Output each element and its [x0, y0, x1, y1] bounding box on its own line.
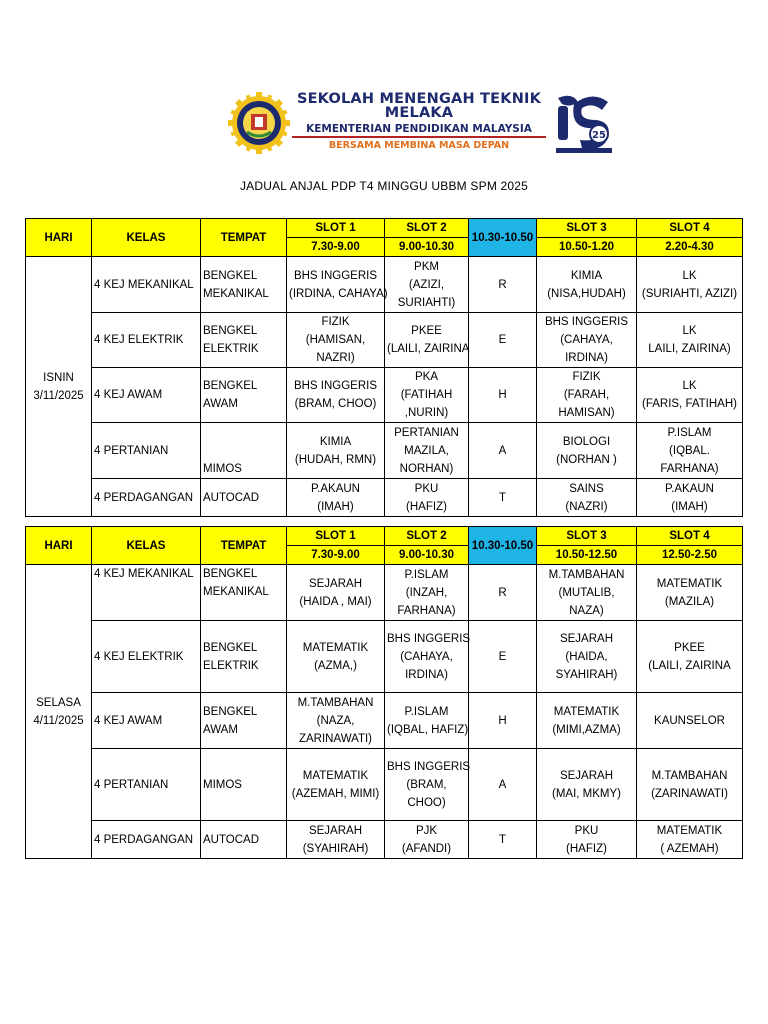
kelas-cell: 4 PERTANIAN: [92, 423, 201, 479]
break-letter: H: [469, 693, 537, 749]
slot1-time: 7.30-9.00: [287, 546, 385, 565]
slot3-header: SLOT 3: [537, 527, 637, 546]
document-title: JADUAL ANJAL PDP T4 MINGGU UBBM SPM 2025: [239, 179, 529, 193]
slot4-cell: P.AKAUN (IMAH): [637, 479, 743, 517]
slot2-cell: PKA (FATIHAH ,NURIN): [385, 368, 469, 423]
slot1-cell: KIMIA (HUDAH, RMN): [287, 423, 385, 479]
slot2-cell: PKU (HAFIZ): [385, 479, 469, 517]
timetable-selasa: [25, 526, 743, 859]
slot3-cell: FIZIK (FARAH, HAMISAN): [537, 368, 637, 423]
slot1-cell: SEJARAH (HAIDA , MAI): [287, 565, 385, 621]
slot4-cell: MATEMATIK ( AZEMAH): [637, 821, 743, 859]
slot3-cell: SAINS (NAZRI): [537, 479, 637, 517]
slot3-cell: SEJARAH (MAI, MKMY): [537, 749, 637, 821]
tempat-cell: MIMOS: [201, 749, 287, 821]
slot3-header: SLOT 3: [537, 219, 637, 238]
break-letter: A: [469, 423, 537, 479]
anniversary-logo: [552, 90, 616, 156]
hari-header: HARI: [26, 219, 92, 257]
slot1-header: SLOT 1: [287, 527, 385, 546]
slot2-cell: BHS INGGERIS (BRAM, CHOO): [385, 749, 469, 821]
tempat-cell: AUTOCAD: [201, 479, 287, 517]
header-row: [26, 527, 743, 546]
table-row: [26, 423, 743, 479]
slot4-cell: LK LAILI, ZAIRINA): [637, 313, 743, 368]
table-row: [26, 565, 743, 621]
tempat-cell: BENGKEL AWAM: [201, 368, 287, 423]
kelas-cell: 4 KEJ MEKANIKAL: [92, 257, 201, 313]
slot2-cell: P.ISLAM (IQBAL, HAFIZ): [385, 693, 469, 749]
tempat-cell: BENGKEL ELEKTRIK: [201, 621, 287, 693]
break-letter: A: [469, 749, 537, 821]
slot3-cell: M.TAMBAHAN (MUTALIB, NAZA): [537, 565, 637, 621]
slot4-cell: MATEMATIK (MAZILA): [637, 565, 743, 621]
slot3-time: 10.50-1.20: [537, 238, 637, 257]
tempat-cell: BENGKEL MEKANIKAL: [201, 565, 287, 621]
kelas-cell: 4 PERDAGANGAN: [92, 821, 201, 859]
hari-header: HARI: [26, 527, 92, 565]
tempat-header: TEMPAT: [201, 527, 287, 565]
break-letter: H: [469, 368, 537, 423]
kelas-header: KELAS: [92, 219, 201, 257]
slot4-header: SLOT 4: [637, 219, 743, 238]
header-row: [26, 219, 743, 238]
slot4-cell: P.ISLAM (IQBAL. FARHANA): [637, 423, 743, 479]
slot3-time: 10.50-12.50: [537, 546, 637, 565]
tempat-cell: BENGKEL ELEKTRIK: [201, 313, 287, 368]
school-header: [222, 86, 622, 166]
kelas-cell: 4 KEJ MEKANIKAL: [92, 565, 201, 621]
slot3-cell: SEJARAH (HAIDA, SYAHIRAH): [537, 621, 637, 693]
break-letter: T: [469, 479, 537, 517]
kelas-header: KELAS: [92, 527, 201, 565]
school-name: SEKOLAH MENENGAH TEKNIK MELAKA: [296, 91, 542, 121]
slot2-header: SLOT 2: [385, 527, 469, 546]
tempat-cell: BENGKEL MEKANIKAL: [201, 257, 287, 313]
slot1-cell: BHS INGGERIS (BRAM, CHOO): [287, 368, 385, 423]
tempat-header: TEMPAT: [201, 219, 287, 257]
slot3-cell: MATEMATIK (MIMI,AZMA): [537, 693, 637, 749]
break-time-header: 10.30-10.50: [469, 527, 537, 565]
slot4-cell: LK (SURIAHTI, AZIZI): [637, 257, 743, 313]
kelas-cell: 4 KEJ ELEKTRIK: [92, 621, 201, 693]
break-time-header: 10.30-10.50: [469, 219, 537, 257]
table-row: [26, 313, 743, 368]
slot3-cell: KIMIA (NISA,HUDAH): [537, 257, 637, 313]
kelas-cell: 4 PERTANIAN: [92, 749, 201, 821]
slot1-cell: SEJARAH (SYAHIRAH): [287, 821, 385, 859]
table-row: [26, 749, 743, 821]
slot4-cell: KAUNSELOR: [637, 693, 743, 749]
table-row: [26, 821, 743, 859]
school-motto: BERSAMA MEMBINA MASA DEPAN: [328, 140, 510, 151]
table-row: [26, 479, 743, 517]
break-letter: E: [469, 313, 537, 368]
school-crest-logo: [228, 92, 290, 154]
slot3-cell: BIOLOGI (NORHAN ): [537, 423, 637, 479]
day-cell: SELASA 4/11/2025: [26, 565, 92, 859]
table-row: [26, 257, 743, 313]
anniversary-number: 25: [592, 130, 606, 141]
slot2-cell: BHS INGGERIS (CAHAYA, IRDINA): [385, 621, 469, 693]
tempat-cell: AUTOCAD: [201, 821, 287, 859]
slot4-cell: LK (FARIS, FATIHAH): [637, 368, 743, 423]
slot1-time: 7.30-9.00: [287, 238, 385, 257]
timetable-isnin: [25, 218, 743, 517]
slot4-time: 2.20-4.30: [637, 238, 743, 257]
kelas-cell: 4 KEJ AWAM: [92, 693, 201, 749]
slot2-time: 9.00-10.30: [385, 238, 469, 257]
table-row: [26, 621, 743, 693]
slot4-header: SLOT 4: [637, 527, 743, 546]
kelas-cell: 4 PERDAGANGAN: [92, 479, 201, 517]
break-letter: T: [469, 821, 537, 859]
slot2-header: SLOT 2: [385, 219, 469, 238]
slot4-time: 12.50-2.50: [637, 546, 743, 565]
slot1-header: SLOT 1: [287, 219, 385, 238]
slot1-cell: MATEMATIK (AZEMAH, MIMI): [287, 749, 385, 821]
slot2-cell: PERTANIAN MAZILA, NORHAN): [385, 423, 469, 479]
day-cell: ISNIN 3/11/2025: [26, 257, 92, 517]
break-letter: R: [469, 565, 537, 621]
table-row: [26, 693, 743, 749]
slot1-cell: BHS INGGERIS (IRDINA, CAHAYA): [287, 257, 385, 313]
slot4-cell: PKEE (LAILI, ZAIRINA: [637, 621, 743, 693]
slot1-cell: P.AKAUN (IMAH): [287, 479, 385, 517]
slot2-cell: PJK (AFANDI): [385, 821, 469, 859]
kelas-cell: 4 KEJ ELEKTRIK: [92, 313, 201, 368]
table-row: [26, 368, 743, 423]
break-letter: R: [469, 257, 537, 313]
slot4-cell: M.TAMBAHAN (ZARINAWATI): [637, 749, 743, 821]
tempat-cell: MIMOS: [201, 423, 287, 479]
slot2-cell: P.ISLAM (INZAH, FARHANA): [385, 565, 469, 621]
slot2-time: 9.00-10.30: [385, 546, 469, 565]
ministry-name: KEMENTERIAN PENDIDIKAN MALAYSIA: [292, 123, 546, 138]
slot3-cell: PKU (HAFIZ): [537, 821, 637, 859]
slot1-cell: FIZIK (HAMISAN, NAZRI): [287, 313, 385, 368]
slot3-cell: BHS INGGERIS (CAHAYA, IRDINA): [537, 313, 637, 368]
slot2-cell: PKEE (LAILI, ZAIRINA: [385, 313, 469, 368]
slot1-cell: MATEMATIK (AZMA,): [287, 621, 385, 693]
tempat-cell: BENGKEL AWAM: [201, 693, 287, 749]
slot2-cell: PKM (AZIZI, SURIAHTI): [385, 257, 469, 313]
slot1-cell: M.TAMBAHAN (NAZA, ZARINAWATI): [287, 693, 385, 749]
break-letter: E: [469, 621, 537, 693]
kelas-cell: 4 KEJ AWAM: [92, 368, 201, 423]
